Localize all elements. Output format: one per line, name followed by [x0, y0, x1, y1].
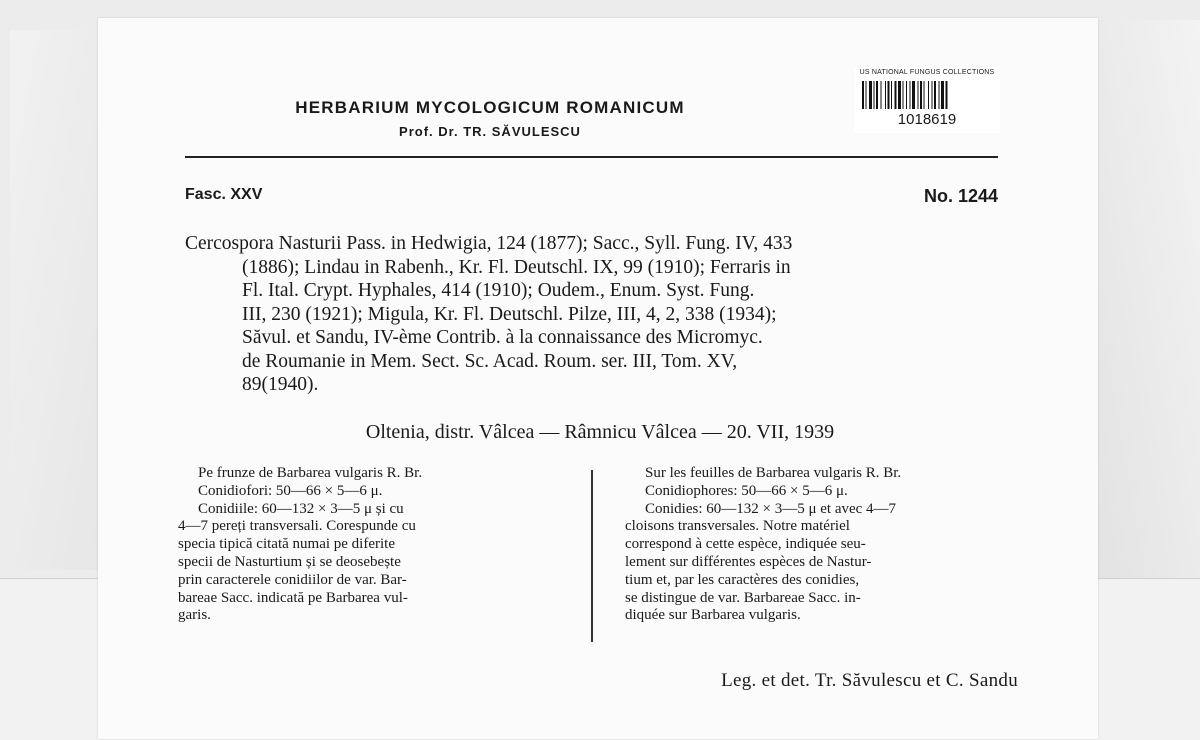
description-line: bareae Sacc. indicată pe Barbarea vul- [178, 589, 408, 606]
description-line: correspond à cette espèce, indiquée seu- [625, 536, 866, 553]
barcode-icon [862, 81, 992, 109]
collection-locality: Oltenia, distr. Vâlcea — Râmnicu Vâlcea — 20. VII, 1939 [365, 421, 835, 443]
citation-line: (1886); Lindau in Rabenh., Kr. Fl. Deutschl. IX, 99 (1910); Ferraris in [242, 256, 791, 278]
description-line: prin caracterele conidiilor de var. Bar- [178, 571, 407, 588]
citation-line: Cercospora Nasturii Pass. in Hedwigia, 124 (1877); Sacc., Syll. Fung. IV, 433 [185, 233, 793, 254]
herbarium-title: HERBARIUM MYCOLOGICUM ROMANICUM [295, 98, 685, 117]
citation-line: 89(1940). [242, 374, 319, 395]
description-line: garis. [178, 607, 211, 624]
description-line: Pe frunze de Barbarea vulgaris R. Br. [198, 465, 423, 481]
barcode-label [854, 67, 1000, 133]
description-line: specia tipică citată numai pe diferite [178, 536, 395, 553]
collector-credit: Leg. et det. Tr. Săvulescu et C. Sandu [721, 670, 1018, 691]
barcode-number: 1018619 [897, 111, 957, 128]
barcode-caption: US NATIONAL FUNGUS COLLECTIONS [859, 69, 995, 76]
description-line: se distingue de var. Barbareae Sacc. in- [625, 589, 861, 606]
description-line: Conidiophores: 50—66 × 5—6 μ. [645, 482, 848, 499]
description-french [625, 465, 1015, 625]
description-line: Conidies: 60—132 × 3—5 μ et avec 4—7 [645, 500, 897, 517]
citation-line: de Roumanie in Mem. Sect. Sc. Acad. Roum. ser. III, Tom. XV, [242, 350, 738, 372]
citation-line: III, 230 (1921); Migula, Kr. Fl. Deutschl. Pilze, III, 4, 2, 338 (1934); [242, 303, 777, 325]
fascicle-number: Fasc. XXV [185, 186, 263, 203]
taxon-citation [185, 232, 1003, 397]
citation-line: Săvul. et Sandu, IV-ème Contrib. à la connaissance des Micromyc. [242, 327, 763, 348]
envelope-flap-left [10, 30, 110, 570]
description-line: cloisons transversales. Notre matériel [625, 518, 850, 535]
citation-line: Fl. Ital. Crypt. Hyphales, 414 (1910); Oudem., Enum. Syst. Fung. [242, 280, 755, 301]
description-line: diquée sur Barbarea vulgaris. [625, 607, 801, 624]
description-line: 4—7 pereți transversali. Corespunde cu [178, 518, 416, 535]
column-divider [591, 470, 593, 642]
description-line: Conidiofori: 50—66 × 5—6 μ. [198, 482, 383, 499]
description-line: tium et, par les caractères des conidies, [625, 571, 860, 588]
description-line: specii de Nasturtium și se deosebește [178, 553, 401, 570]
description-line: Conidiile: 60—132 × 3—5 μ și cu [198, 500, 404, 517]
description-romanian [178, 465, 568, 625]
specimen-number: No. 1244 [923, 186, 998, 206]
envelope-flap-right [1090, 20, 1200, 580]
description-line: Sur les feuilles de Barbarea vulgaris R. Br. [645, 465, 902, 481]
description-line: lement sur différentes espèces de Nastur- [625, 553, 872, 570]
herbarium-curator: Prof. Dr. TR. SĂVULESCU [399, 124, 581, 139]
header-rule [185, 156, 998, 158]
